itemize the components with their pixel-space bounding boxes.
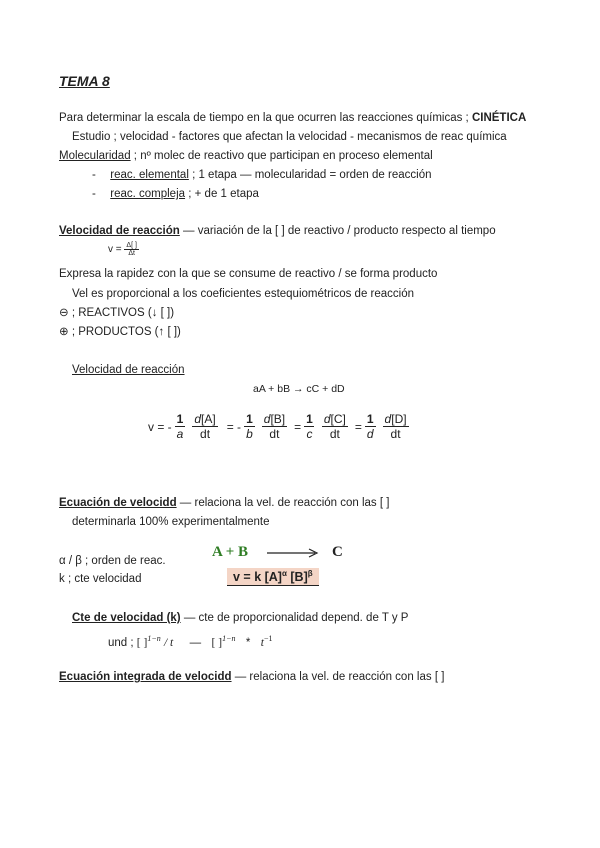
bullet-text: ; 1 etapa — molecularidad = orden de reacción: [188, 169, 432, 181]
derivative-fraction: [192, 412, 217, 441]
reaction-rhs: C: [332, 544, 343, 560]
beta-exponent: β: [307, 569, 313, 578]
conc-bracket: [ ]: [136, 636, 148, 649]
d-symbol: d: [263, 412, 271, 426]
velocidad-heading-line: [59, 224, 496, 238]
exponent: −1: [263, 634, 273, 643]
page-title: TEMA 8: [59, 73, 110, 89]
derivative-num: [383, 412, 409, 427]
derivative-num: [262, 412, 287, 427]
molecularidad-definition: ; nº molec de reactivo que participan en proceso elemental: [130, 150, 433, 162]
delta-numerator: Δ[ ]: [126, 242, 137, 249]
arrow-icon: [265, 546, 321, 560]
cinetica-term: CINÉTICA: [471, 112, 527, 124]
bullet-label: reac. compleja: [110, 188, 186, 200]
exponent: 1−n: [222, 634, 236, 643]
derivative-fraction: [322, 412, 348, 441]
delta-denominator: Δt: [128, 250, 135, 257]
per-t: / t: [163, 636, 174, 649]
rate-expression: [148, 412, 409, 441]
dt: dt: [329, 427, 340, 441]
d-symbol: d: [323, 412, 331, 426]
cte-line: k ; cte velocidad: [59, 573, 142, 585]
coef-c: c: [306, 427, 313, 441]
cte-heading: Cte de velocidad (k): [72, 612, 181, 624]
velocity-formula: [108, 242, 139, 257]
reactivos-line: ⊖ ; REACTIVOS (↓ [ ]): [59, 307, 175, 319]
dt: dt: [390, 427, 401, 441]
frac-one: 1: [306, 412, 313, 426]
velocidad-subheading: Velocidad de reacción: [72, 364, 185, 376]
bullet-dash: -: [92, 188, 96, 200]
productos-line: ⊕ ; PRODUCTOS (↑ [ ]): [59, 326, 181, 338]
und-label: und ;: [108, 636, 137, 649]
velocidad-definition: — variación de la [ ] de reactivo / producto respecto al tiempo: [179, 225, 496, 237]
ecuacion-heading: Ecuación de velocidd: [59, 497, 177, 509]
intro-line-2: Estudio ; velocidad - factores que afectan la velocidad - mecanismos de reac química: [72, 131, 507, 143]
stoich-fraction: [304, 412, 315, 441]
dt: dt: [200, 427, 211, 441]
multiply-star: *: [245, 636, 251, 649]
rate-law-a: v = k [A]: [233, 570, 282, 585]
experimental-line: determinarla 100% experimentalmente: [72, 516, 270, 528]
bullet-dash: -: [92, 169, 96, 181]
bullet-label: reac. elemental: [110, 169, 189, 181]
time-symbol: t: [260, 636, 264, 649]
dt: dt: [269, 427, 280, 441]
stoich-fraction: [365, 412, 376, 441]
rate-law-b: [B]: [286, 570, 308, 585]
species-b: [B]: [270, 412, 286, 426]
integrada-heading-line: [59, 670, 444, 684]
coef-d: d: [366, 427, 374, 441]
units-line: [108, 632, 272, 650]
stoich-fraction: [175, 412, 186, 441]
delta-fraction: [124, 242, 139, 257]
velocidad-heading: Velocidad de reacción: [59, 225, 180, 237]
intro-line-1: [59, 111, 526, 125]
general-reaction: aA + bB → cC + dD: [253, 383, 345, 395]
frac-one: 1: [366, 412, 374, 426]
reaction-lhs: A + B: [212, 544, 249, 560]
cte-heading-line: [72, 611, 408, 625]
d-symbol: d: [384, 412, 392, 426]
orden-line: α / β ; orden de reac.: [59, 555, 166, 567]
cte-definition: — cte de proporcionalidad depend. de T y P: [180, 612, 409, 624]
derivative-num: [322, 412, 348, 427]
exponent: 1−n: [147, 634, 161, 643]
molecularidad-label: Molecularidad: [59, 150, 131, 162]
reaction-scheme: [212, 544, 248, 561]
species-c: [C]: [330, 412, 346, 426]
rate-prefix: =: [294, 419, 302, 434]
species-a: [A]: [201, 412, 216, 426]
derivative-fraction: [262, 412, 287, 441]
bullet-text: ; + de 1 etapa: [185, 188, 259, 200]
em-dash: —: [189, 636, 202, 649]
coef-b: b: [246, 427, 253, 441]
derivative-fraction: [383, 412, 409, 441]
frac-one: 1: [246, 412, 253, 426]
proporcional-line: Vel es proporcional a los coeficientes estequiométricos de reacción: [72, 288, 414, 300]
rate-prefix: v = -: [148, 419, 172, 434]
bullet-item: [92, 187, 259, 201]
rate-law-box: [227, 568, 319, 586]
d-symbol: d: [194, 412, 202, 426]
expresa-line: Expresa la rapidez con la que se consume de reactivo / se forma producto: [59, 268, 438, 280]
integrada-heading: Ecuación integrada de velocidd: [59, 671, 232, 683]
integrada-definition: — relaciona la vel. de reacción con las [ ]: [231, 671, 445, 683]
frac-one: 1: [176, 412, 184, 426]
intro-line-1-text: Para determinar la escala de tiempo en la que ocurren las reacciones químicas ;: [59, 112, 472, 124]
ecuacion-definition: — relaciona la vel. de reacción con las [ ]: [176, 497, 390, 509]
species-d: [D]: [391, 412, 407, 426]
derivative-num: [192, 412, 217, 427]
rate-prefix: =: [354, 419, 362, 434]
stoich-fraction: [244, 412, 255, 441]
v-equals: v =: [108, 244, 125, 256]
coef-a: a: [176, 427, 184, 441]
rate-prefix: = -: [226, 419, 242, 434]
alpha-exponent: α: [281, 569, 287, 578]
molecularidad-line: [59, 149, 433, 163]
bullet-item: [92, 168, 431, 182]
conc-bracket: [ ]: [211, 636, 223, 649]
ecuacion-heading-line: [59, 496, 389, 510]
